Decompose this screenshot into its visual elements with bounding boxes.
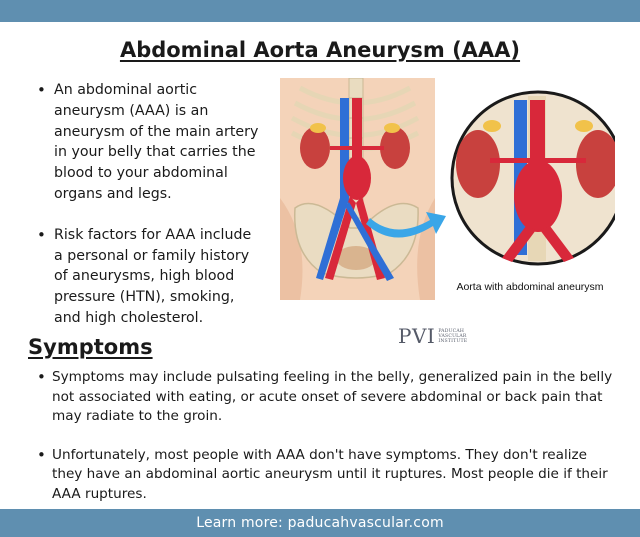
logo-mark: PVI <box>398 324 436 348</box>
symptoms-heading: Symptoms <box>28 335 153 359</box>
logo-line: PADUCAH <box>438 328 465 334</box>
learn-more-link[interactable]: Learn more: paducahvascular.com <box>196 515 444 531</box>
symptoms-list <box>34 368 614 523</box>
logo-line: VASCULAR <box>438 333 467 339</box>
logo-line: INSTITUTE <box>438 338 468 344</box>
page-title: Abdominal Aorta Aneurysm (AAA) <box>119 38 521 62</box>
footer-banner <box>0 509 640 537</box>
pvi-logo <box>398 325 467 347</box>
intro-bullet-risk-factors: • Risk factors for AAA include a personal or family history of aneurysms, high blood pressure (HTN), smoking, and high cholesterol. <box>34 225 264 329</box>
top-banner <box>0 0 640 22</box>
logo-wordmark <box>438 329 467 344</box>
illustration-caption: Aorta with abdominal aneurysm <box>456 281 604 293</box>
symptoms-bullet-signs: • Symptoms may include pulsating feeling in the belly, generalized pain in the belly not associated with eating, or acute onset of severe abdominal or back pain that may radiate to the groin. <box>34 368 614 427</box>
intro-bullet-definition: • An abdominal aortic aneurysm (AAA) is an aneurysm of the main artery in your belly that carries the blood to your abdominal organs and legs. <box>34 80 264 205</box>
intro-list <box>34 80 264 349</box>
torso-figure <box>280 78 435 300</box>
symptoms-bullet-silent: • Unfortunately, most people with AAA don't have symptoms. They don't realize they have an abdominal aortic aneurysm until it ruptures. Most people die if their AAA ruptures. <box>34 446 614 505</box>
magnified-view <box>452 92 615 264</box>
aneurysm-illustration <box>270 78 615 300</box>
